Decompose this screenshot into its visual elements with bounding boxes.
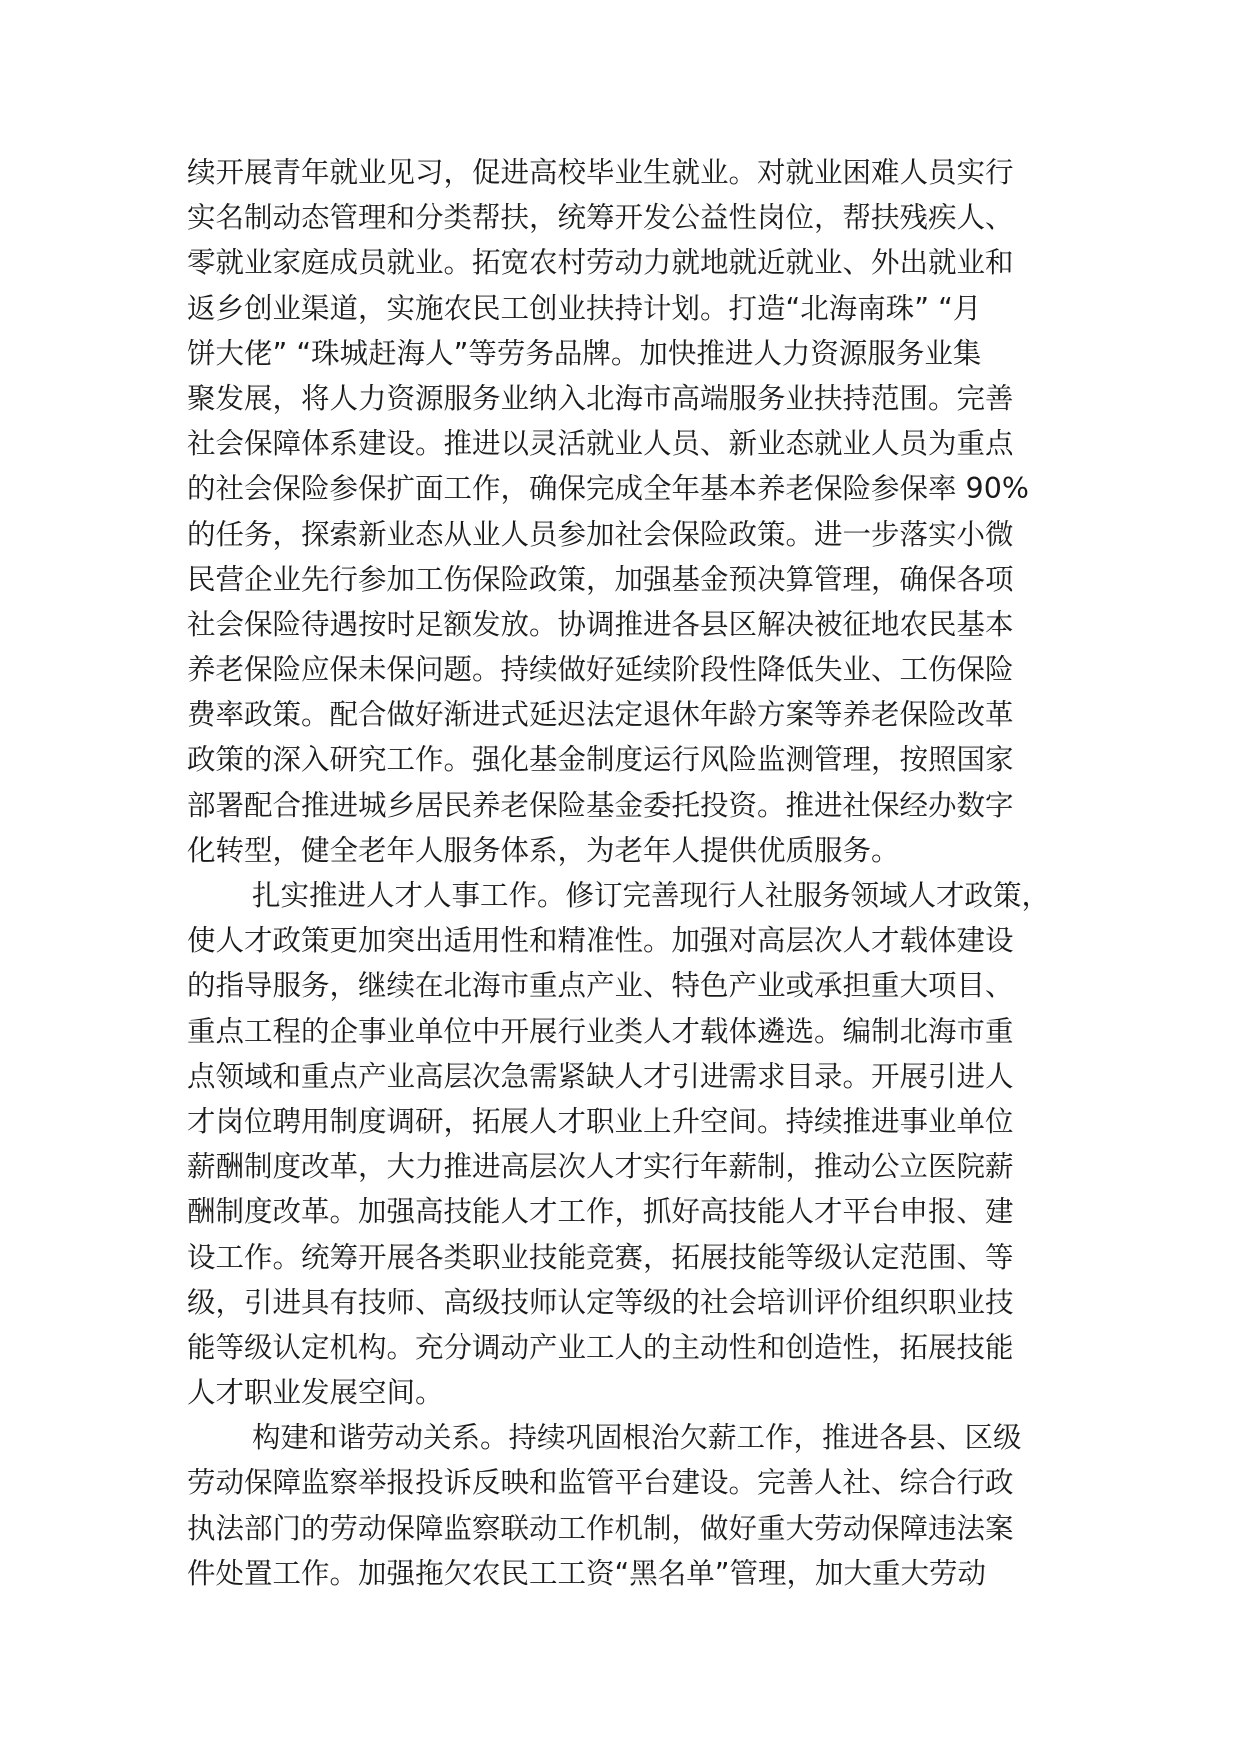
text-line: 社会保障体系建设。推进以灵活就业人员、新业态就业人员为重点 <box>187 427 1014 461</box>
text-line: 民营企业先行参加工伤保险政策，加强基金预决算管理，确保各项 <box>187 562 1014 596</box>
text-line: 设工作。统筹开展各类职业技能竞赛，拓展技能等级认定范围、等 <box>187 1240 1014 1274</box>
text-line: 政策的深入研究工作。强化基金制度运行风险监测管理，按照国家 <box>187 743 1014 777</box>
text-line: 的任务，探索新业态从业人员参加社会保险政策。进一步落实小微 <box>187 517 1014 551</box>
text-line: 扎实推进人才人事工作。修订完善现行人社服务领域人才政策， <box>252 879 1051 912</box>
text-line: 聚发展，将人力资源服务业纳入北海市高端服务业扶持范围。完善 <box>187 381 1014 415</box>
text-line: 部署配合推进城乡居民养老保险基金委托投资。推进社保经办数字 <box>187 788 1014 822</box>
text-line: 使人才政策更加突出适用性和精准性。加强对高层次人才载体建设 <box>187 924 1014 958</box>
document-body <box>187 150 1057 1596</box>
text-line: 费率政策。配合做好渐进式延迟法定退休年龄方案等养老保险改革 <box>187 698 1014 732</box>
text-line: 点领域和重点产业高层次急需紧缺人才引进需求目录。开展引进人 <box>187 1059 1014 1093</box>
text-line: 养老保险应保未保问题。持续做好延续阶段性降低失业、工伤保险 <box>187 653 1014 687</box>
text-line: 实名制动态管理和分类帮扶，统筹开发公益性岗位，帮扶残疾人、 <box>187 201 1014 235</box>
text-line: 劳动保障监察举报投诉反映和监管平台建设。完善人社、综合行政 <box>187 1466 1014 1500</box>
text-line: 的指导服务，继续在北海市重点产业、特色产业或承担重大项目、 <box>187 969 1014 1003</box>
text-line: 人才职业发展空间。 <box>187 1376 444 1410</box>
text-line: 薪酬制度改革，大力推进高层次人才实行年薪制，推动公立医院薪 <box>187 1150 1014 1184</box>
text-line: 的社会保险参保扩面工作，确保完成全年基本养老保险参保率 90% <box>187 472 1029 506</box>
text-line: 续开展青年就业见习，促进高校毕业生就业。对就业困难人员实行 <box>187 156 1014 189</box>
text-line: 返乡创业渠道，实施农民工创业扶持计划。打造“北海南珠” “月 <box>187 291 982 325</box>
text-line: 饼大佬” “珠城赶海人”等劳务品牌。加快推进人力资源服务业集 <box>187 336 982 370</box>
text-line: 才岗位聘用制度调研，拓展人才职业上升空间。持续推进事业单位 <box>187 1104 1014 1138</box>
text-line: 能等级认定机构。充分调动产业工人的主动性和创造性，拓展技能 <box>187 1330 1014 1364</box>
text-line: 酬制度改革。加强高技能人才工作，抓好高技能人才平台申报、建 <box>187 1195 1014 1229</box>
text-line: 构建和谐劳动关系。持续巩固根治欠薪工作，推进各县、区级 <box>252 1421 1022 1455</box>
text-line: 级，引进具有技师、高级技师认定等级的社会培训评价组织职业技 <box>187 1285 1014 1319</box>
paragraph-social-security <box>187 150 1057 873</box>
paragraph-labor-relations <box>187 1415 1057 1596</box>
paragraph-talent-work <box>187 873 1057 1415</box>
text-line: 执法部门的劳动保障监察联动工作机制，做好重大劳动保障违法案 <box>187 1511 1014 1545</box>
text-line: 化转型，健全老年人服务体系，为老年人提供优质服务。 <box>187 833 900 867</box>
text-line: 重点工程的企事业单位中开展行业类人才载体遴选。编制北海市重 <box>187 1014 1014 1048</box>
text-line: 社会保险待遇按时足额发放。协调推进各县区解决被征地农民基本 <box>187 607 1014 641</box>
text-line: 零就业家庭成员就业。拓宽农村劳动力就地就近就业、外出就业和 <box>187 246 1014 280</box>
text-line: 件处置工作。加强拖欠农民工工资“黑名单”管理，加大重大劳动 <box>187 1556 987 1590</box>
